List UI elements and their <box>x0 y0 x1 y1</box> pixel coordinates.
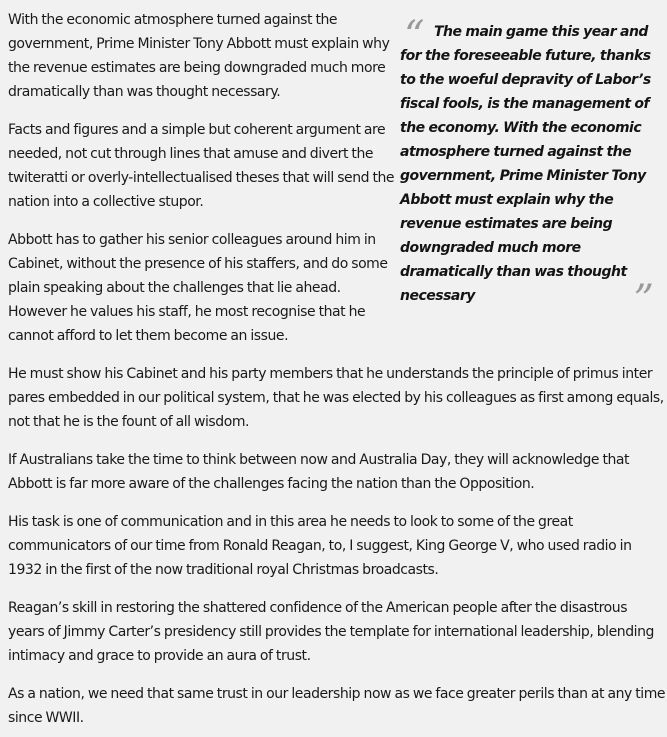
paragraph-3-line-4: However he values his staff, he most recognise that he <box>8 304 366 320</box>
paragraph-7-line-2: years of Jimmy Carter’s presidency still provides the template for international leadership, blending <box>8 624 654 640</box>
paragraph-7-line-1: Reagan’s skill in restoring the shattered confidence of the American people after the disastrous <box>8 600 628 616</box>
paragraph-1-line-3: the revenue estimates are being downgraded much more <box>8 60 386 76</box>
paragraph-4-line-2: pares embedded in our political system, that he was elected by his colleagues as first among equals, <box>8 390 664 406</box>
pull-quote-line-4: fiscal fools, is the management of <box>400 96 650 112</box>
paragraph-1 <box>8 8 389 104</box>
paragraph-3 <box>8 228 388 348</box>
paragraph-3-line-1: Abbott has to gather his senior colleagues around him in <box>8 232 376 248</box>
paragraph-7 <box>8 596 654 668</box>
pull-quote-line-10: downgraded much more <box>400 240 581 256</box>
paragraph-4-line-3: not that he is the fount of all wisdom. <box>8 414 250 430</box>
pull-quote <box>400 13 662 323</box>
pull-quote-line-7: government, Prime Minister Tony <box>400 168 646 184</box>
paragraph-3-line-2: Cabinet, without the presence of his staffers, and do some <box>8 256 388 272</box>
paragraph-8 <box>8 682 665 730</box>
pull-quote-line-5: the economy. With the economic <box>400 120 642 136</box>
paragraph-6-line-1: His task is one of communication and in this area he needs to look to some of the great <box>8 514 573 530</box>
open-quote-icon: “ <box>404 13 425 59</box>
pull-quote-line-6: atmosphere turned against the <box>400 144 632 160</box>
paragraph-2-line-4: nation into a collective stupor. <box>8 194 204 210</box>
pull-quote-line-9: revenue estimates are being <box>400 216 613 232</box>
paragraph-1-line-2: government, Prime Minister Tony Abbott must explain why <box>8 36 390 52</box>
paragraph-7-line-3: intimacy and grace to provide an aura of trust. <box>8 648 311 664</box>
paragraph-3-line-5: cannot afford to let them become an issue. <box>8 328 289 344</box>
paragraph-1-line-1: With the economic atmosphere turned against the <box>8 12 338 28</box>
close-quote-icon: ” <box>633 277 654 323</box>
paragraph-4-line-1: He must show his Cabinet and his party members that he understands the principle of primus inter <box>8 366 653 382</box>
paragraph-8-line-1: As a nation, we need that same trust in our leadership now as we face greater perils than at any time <box>8 686 666 702</box>
pull-quote-line-3: to the woeful depravity of Labor’s <box>400 72 651 88</box>
paragraph-3-line-3: plain speaking about the challenges that lie ahead. <box>8 280 341 296</box>
paragraph-5-line-1: If Australians take the time to think between now and Australia Day, they will acknowledge that <box>8 452 630 468</box>
paragraph-5-line-2: Abbott is far more aware of the challenges facing the nation than the Opposition. <box>8 476 535 492</box>
paragraph-2-line-3: twiteratti or overly-intellectualised theses that will send the <box>8 170 395 186</box>
paragraph-8-line-2: since WWII. <box>8 710 84 726</box>
paragraph-2-line-2: needed, not cut through lines that amuse and divert the <box>8 146 374 162</box>
paragraph-2-line-1: Facts and figures and a simple but coherent argument are <box>8 122 386 138</box>
pull-quote-line-12: necessary <box>400 288 475 304</box>
pull-quote-line-2: for the foreseeable future, thanks <box>400 48 651 64</box>
pull-quote-line-8: Abbott must explain why the <box>400 192 614 208</box>
paragraph-6-line-3: 1932 in the first of the now traditional royal Christmas broadcasts. <box>8 562 439 578</box>
paragraph-5 <box>8 448 629 496</box>
paragraph-1-line-4: dramatically than was thought necessary. <box>8 84 281 100</box>
pull-quote-line-1: The main game this year and <box>434 24 648 40</box>
paragraph-2 <box>8 118 394 214</box>
paragraph-6-line-2: communicators of our time from Ronald Reagan, to, I suggest, King George V, who used radio in <box>8 538 632 554</box>
paragraph-4 <box>8 362 664 434</box>
pull-quote-line-11: dramatically than was thought <box>400 264 627 280</box>
pull-quote-text <box>400 20 651 308</box>
paragraph-6 <box>8 510 632 582</box>
